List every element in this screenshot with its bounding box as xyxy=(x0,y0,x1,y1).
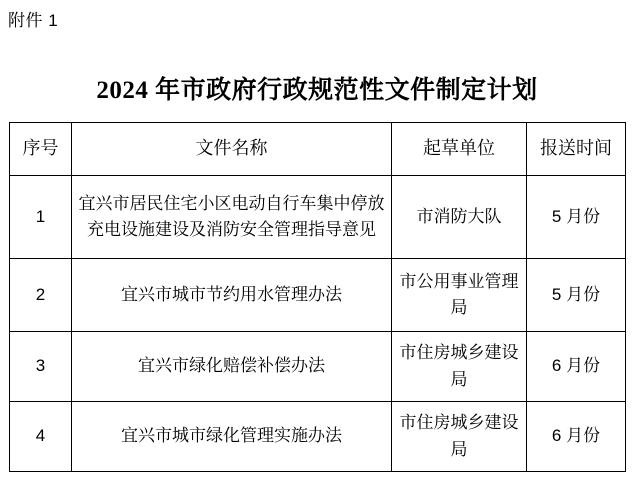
table-row xyxy=(10,402,626,472)
cell-time: 5 月份 xyxy=(527,259,626,332)
cell-unit: 市消防大队 xyxy=(392,176,527,259)
cell-no: 4 xyxy=(10,402,72,472)
column-header-no: 序号 xyxy=(10,123,72,176)
cell-no: 2 xyxy=(10,259,72,332)
cell-name: 宜兴市居民住宅小区电动自行车集中停放充电设施建设及消防安全管理指导意见 xyxy=(72,176,392,259)
cell-unit: 市住房城乡建设局 xyxy=(392,332,527,402)
page-title: 2024 年市政府行政规范性文件制定计划 xyxy=(96,77,538,104)
column-header-time: 报送时间 xyxy=(527,123,626,176)
cell-name: 宜兴市城市绿化管理实施办法 xyxy=(72,402,392,472)
cell-time: 6 月份 xyxy=(527,402,626,472)
column-header-unit: 起草单位 xyxy=(392,123,527,176)
cell-no: 1 xyxy=(10,176,72,259)
cell-time: 6 月份 xyxy=(527,332,626,402)
cell-name: 宜兴市绿化赔偿补偿办法 xyxy=(72,332,392,402)
cell-unit: 市公用事业管理局 xyxy=(392,259,527,332)
cell-time: 5 月份 xyxy=(527,176,626,259)
table-row xyxy=(10,259,626,332)
cell-name: 宜兴市城市节约用水管理办法 xyxy=(72,259,392,332)
attachment-label: 附件 1 xyxy=(8,11,59,30)
column-header-name: 文件名称 xyxy=(72,123,392,176)
plan-table xyxy=(9,122,626,472)
table-header-row xyxy=(10,123,626,176)
table-row xyxy=(10,332,626,402)
cell-unit: 市住房城乡建设局 xyxy=(392,402,527,472)
plan-table-container xyxy=(9,122,625,472)
table-row xyxy=(10,176,626,259)
cell-no: 3 xyxy=(10,332,72,402)
